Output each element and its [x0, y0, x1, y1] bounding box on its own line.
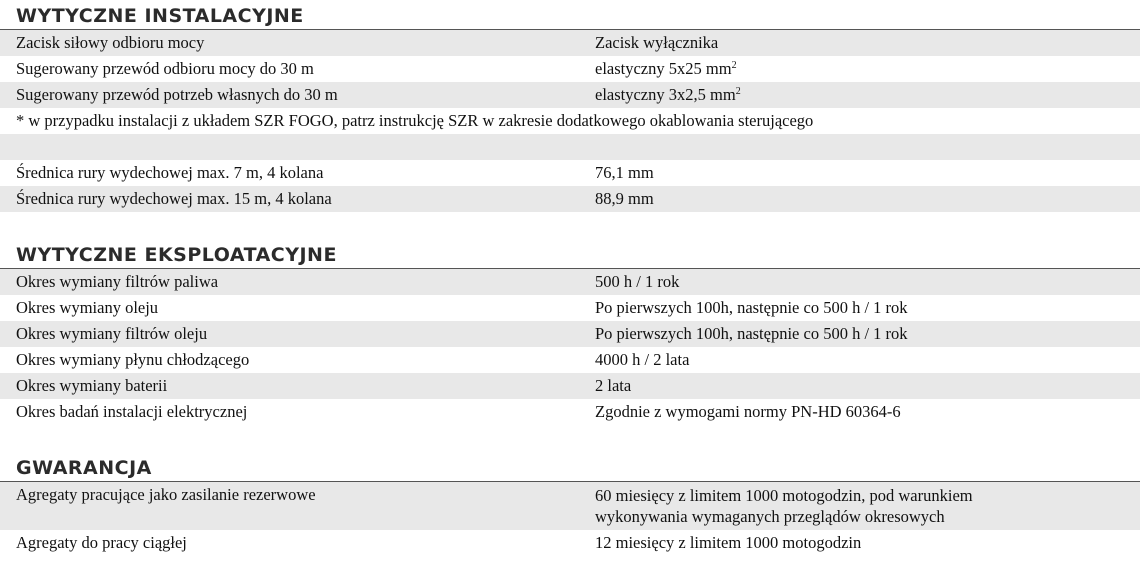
- superscript: 2: [735, 86, 741, 97]
- installation-heading: WYTYCZNE INSTALACYJNE: [0, 3, 1140, 30]
- row-value: elastyczny 3x2,5 mm: [595, 85, 736, 104]
- row-value: 12 miesięcy z limitem 1000 motogodzin: [595, 533, 862, 552]
- row-value: 500 h / 1 rok: [595, 272, 680, 291]
- note-row: [0, 108, 1140, 134]
- row-label: Okres wymiany płynu chłodzącego: [16, 350, 250, 369]
- installation-note: * w przypadku instalacji z układem SZR FOGO, patrz instrukcję SZR w zakresie dodatkowego okablowania sterującego: [16, 111, 814, 130]
- row-value: elastyczny 5x25 mm: [595, 59, 732, 78]
- empty-row: [0, 134, 1140, 160]
- table-row: [0, 186, 1140, 212]
- table-row: [0, 482, 1140, 530]
- installation-section: [0, 3, 1140, 212]
- row-label: Sugerowany przewód odbioru mocy do 30 m: [16, 59, 314, 78]
- warranty-heading: GWARANCJA: [0, 455, 1140, 482]
- row-value: 2 lata: [595, 376, 632, 395]
- row-label: Okres wymiany oleju: [16, 298, 159, 317]
- table-row: [0, 530, 1140, 556]
- row-value: Zgodnie z wymogami normy PN-HD 60364-6: [595, 402, 901, 421]
- table-row: [0, 347, 1140, 373]
- row-value-wrap: [595, 485, 973, 527]
- operation-section: [0, 242, 1140, 425]
- warranty-section: [0, 455, 1140, 556]
- row-label: Agregaty do pracy ciągłej: [16, 533, 187, 552]
- row-value: Po pierwszych 100h, następnie co 500 h / 1 rok: [595, 298, 908, 317]
- table-row: [0, 30, 1140, 56]
- table-row: [0, 295, 1140, 321]
- operation-heading: WYTYCZNE EKSPLOATACYJNE: [0, 242, 1140, 269]
- table-row: [0, 56, 1140, 82]
- row-value-line: wykonywania wymaganych przeglądów okresowych: [595, 507, 945, 526]
- row-value: Zacisk wyłącznika: [595, 33, 719, 52]
- row-label: Średnica rury wydechowej max. 15 m, 4 kolana: [16, 189, 332, 208]
- row-label: Okres wymiany baterii: [16, 376, 168, 395]
- table-row: [0, 321, 1140, 347]
- row-label: Okres badań instalacji elektrycznej: [16, 402, 248, 421]
- row-value: Po pierwszych 100h, następnie co 500 h / 1 rok: [595, 324, 908, 343]
- row-label: Okres wymiany filtrów oleju: [16, 324, 208, 343]
- table-row: [0, 373, 1140, 399]
- superscript: 2: [731, 60, 737, 71]
- row-value: 4000 h / 2 lata: [595, 350, 690, 369]
- table-row: [0, 160, 1140, 186]
- row-value-line: 60 miesięcy z limitem 1000 motogodzin, pod warunkiem: [595, 486, 973, 505]
- table-row: [0, 269, 1140, 295]
- row-value: 76,1 mm: [595, 163, 654, 182]
- row-value-wrap: [595, 82, 741, 108]
- row-label: Zacisk siłowy odbioru mocy: [16, 33, 205, 52]
- row-label: Okres wymiany filtrów paliwa: [16, 272, 219, 291]
- table-row: [0, 82, 1140, 108]
- row-value: 88,9 mm: [595, 189, 654, 208]
- row-label: Średnica rury wydechowej max. 7 m, 4 kolana: [16, 163, 324, 182]
- row-label: Sugerowany przewód potrzeb własnych do 30 m: [16, 85, 338, 104]
- row-value-wrap: [595, 56, 737, 82]
- table-row: [0, 399, 1140, 425]
- row-label: Agregaty pracujące jako zasilanie rezerwowe: [16, 485, 316, 504]
